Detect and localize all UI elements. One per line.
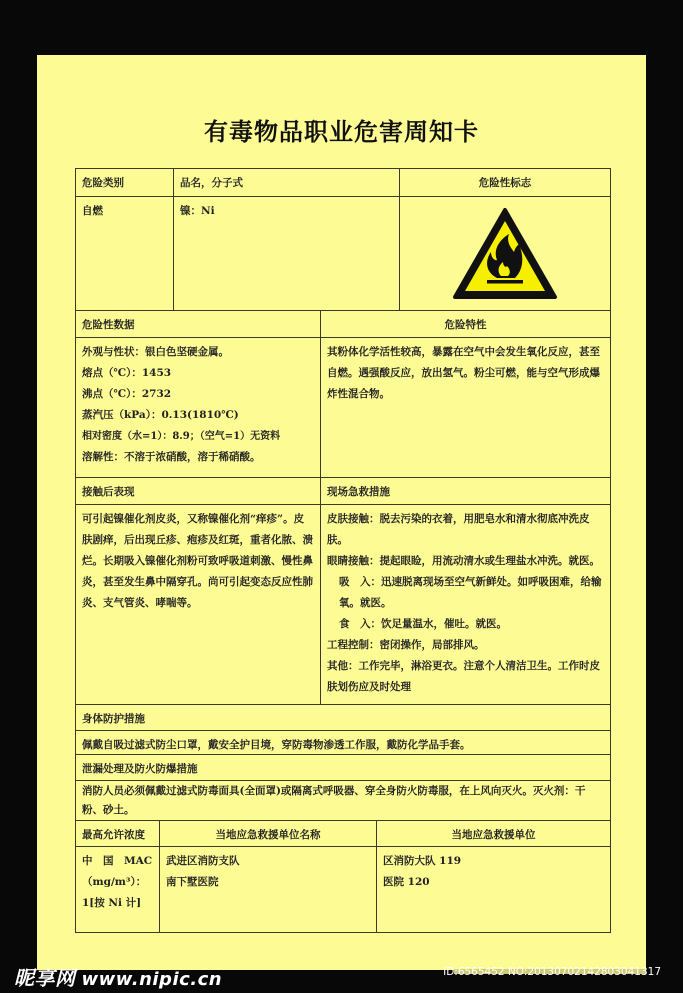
first-aid-item: 工程控制：密闭操作，局部排风。 bbox=[327, 639, 485, 651]
hazard-data-line: 溶解性：不溶于浓硝酸，溶于稀硝酸。 bbox=[82, 451, 261, 463]
category-header: 危险类别 bbox=[82, 177, 124, 189]
leak-fire-header: 泄漏处理及防火防爆措施 bbox=[82, 763, 198, 775]
hazard-data-line: 相对密度（水=1）：8.9；（空气=1）无资料 bbox=[82, 431, 281, 442]
hazard-data-line: 沸点（℃）：2732 bbox=[82, 388, 172, 400]
protection-header: 身体防护措施 bbox=[82, 713, 145, 725]
unit-phone: 医院 120 bbox=[383, 876, 430, 888]
mac-header: 最高允许浓度 bbox=[82, 829, 145, 841]
leak-fire-header-row bbox=[76, 754, 610, 780]
hazard-data-line: 蒸汽压（kPa）：0.13(1810℃) bbox=[82, 409, 239, 421]
protection-header-row bbox=[76, 704, 610, 730]
first-aid-item: 吸 入：迅速脱离现场至空气新鲜处。如呼吸困难，给输氧。就医。 bbox=[339, 576, 602, 609]
hazard-sign-cell bbox=[399, 197, 610, 310]
flammable-warning-triangle-icon bbox=[451, 206, 559, 302]
protection-text: 佩戴自吸过滤式防尘口罩，戴安全护目境，穿防毒物渗透工作服，戴防化学品手套。 bbox=[82, 739, 471, 751]
hazard-data-line: 熔点（℃）：1453 bbox=[82, 367, 172, 379]
hazard-notice-card bbox=[37, 55, 646, 970]
name-formula-value: 镍：Ni bbox=[173, 197, 399, 310]
unit-phone-header: 当地应急救援单位 bbox=[376, 821, 610, 846]
hazard-properties-header: 危险特性 bbox=[320, 311, 610, 337]
hazard-data-header: 危险性数据 bbox=[82, 319, 135, 331]
first-aid-list bbox=[320, 505, 610, 704]
unit-phones bbox=[376, 847, 610, 932]
hazard-data-line: 外观与性状：银白色坚硬金属。 bbox=[82, 346, 229, 358]
first-aid-item: 皮肤接触：脱去污染的衣着，用肥皂水和清水彻底冲洗皮肤。 bbox=[327, 513, 590, 546]
leak-fire-text: 消防人员必须佩戴过滤式防毒面具(全面罩)或隔离式呼吸器、穿全身防火防毒服，在上风向灭火。灭火剂：干粉、砂土。 bbox=[82, 785, 586, 816]
symptoms-row bbox=[76, 504, 610, 704]
mac-value bbox=[76, 847, 159, 932]
watermark-id: ID:6565452 NO:20130702142803041317 bbox=[443, 966, 661, 978]
hazard-data-list bbox=[76, 338, 320, 477]
symptoms-text: 可引起镍催化剂皮炎，又称镍催化剂“痒疹”。皮肤剧痒，后出现丘疹、疱疹及红斑，重者化脓、溃烂。长期吸入镍催化剂粉可致呼吸道刺激、慢性鼻炎，甚至发生鼻中隔穿孔。尚可引起变态反应性肺炎、支气管炎、哮喘等。 bbox=[82, 513, 313, 609]
unit-name-header: 当地应急救援单位名称 bbox=[159, 821, 376, 846]
leak-fire-row bbox=[76, 780, 610, 820]
mac-line: （mg/m³）： bbox=[82, 876, 147, 888]
protection-row bbox=[76, 730, 610, 754]
unit-phone: 区消防大队 119 bbox=[383, 855, 462, 867]
identity-header-row bbox=[76, 169, 610, 196]
first-aid-item: 其他：工作完毕，淋浴更衣。注意个人清洁卫生。工作时皮肤划伤应及时处理 bbox=[327, 660, 600, 693]
symptoms-header: 接触后表现 bbox=[82, 486, 135, 498]
category-value: 自燃 bbox=[82, 205, 103, 217]
hazard-data-header-row bbox=[76, 310, 610, 337]
first-aid-item: 食 入：饮足量温水，催吐。就医。 bbox=[339, 618, 507, 630]
watermark-logo-text: 昵享网 bbox=[14, 966, 76, 990]
identity-row bbox=[76, 196, 610, 310]
emergency-header-row bbox=[76, 820, 610, 846]
symptoms-header-row bbox=[76, 477, 610, 504]
watermark-site: www.nipic.cn bbox=[81, 969, 223, 990]
unit-name: 南下墅医院 bbox=[166, 876, 219, 888]
hazard-sign-header: 危险性标志 bbox=[399, 169, 610, 196]
hazard-properties-text: 其粉体化学活性较高，暴露在空气中会发生氧化反应，甚至自燃。遇强酸反应，放出氢气。粉尘可燃，能与空气形成爆炸性混合物。 bbox=[320, 338, 610, 477]
first-aid-header: 现场急救措施 bbox=[320, 478, 610, 504]
mac-line: 1[按 Ni 计] bbox=[82, 897, 142, 909]
unit-names bbox=[159, 847, 376, 932]
watermark-logo bbox=[14, 962, 222, 991]
unit-name: 武进区消防支队 bbox=[166, 855, 240, 867]
page-title: 有毒物品职业危害周知卡 bbox=[204, 118, 479, 146]
hazard-data-row bbox=[76, 337, 610, 477]
emergency-row bbox=[76, 846, 610, 932]
first-aid-item: 眼睛接触：提起眼睑，用流动清水或生理盐水冲洗。就医。 bbox=[327, 555, 600, 567]
hazard-table bbox=[75, 168, 611, 933]
name-formula-header: 品名，分子式 bbox=[173, 169, 399, 196]
mac-line: 中 国 MAC bbox=[82, 855, 153, 867]
